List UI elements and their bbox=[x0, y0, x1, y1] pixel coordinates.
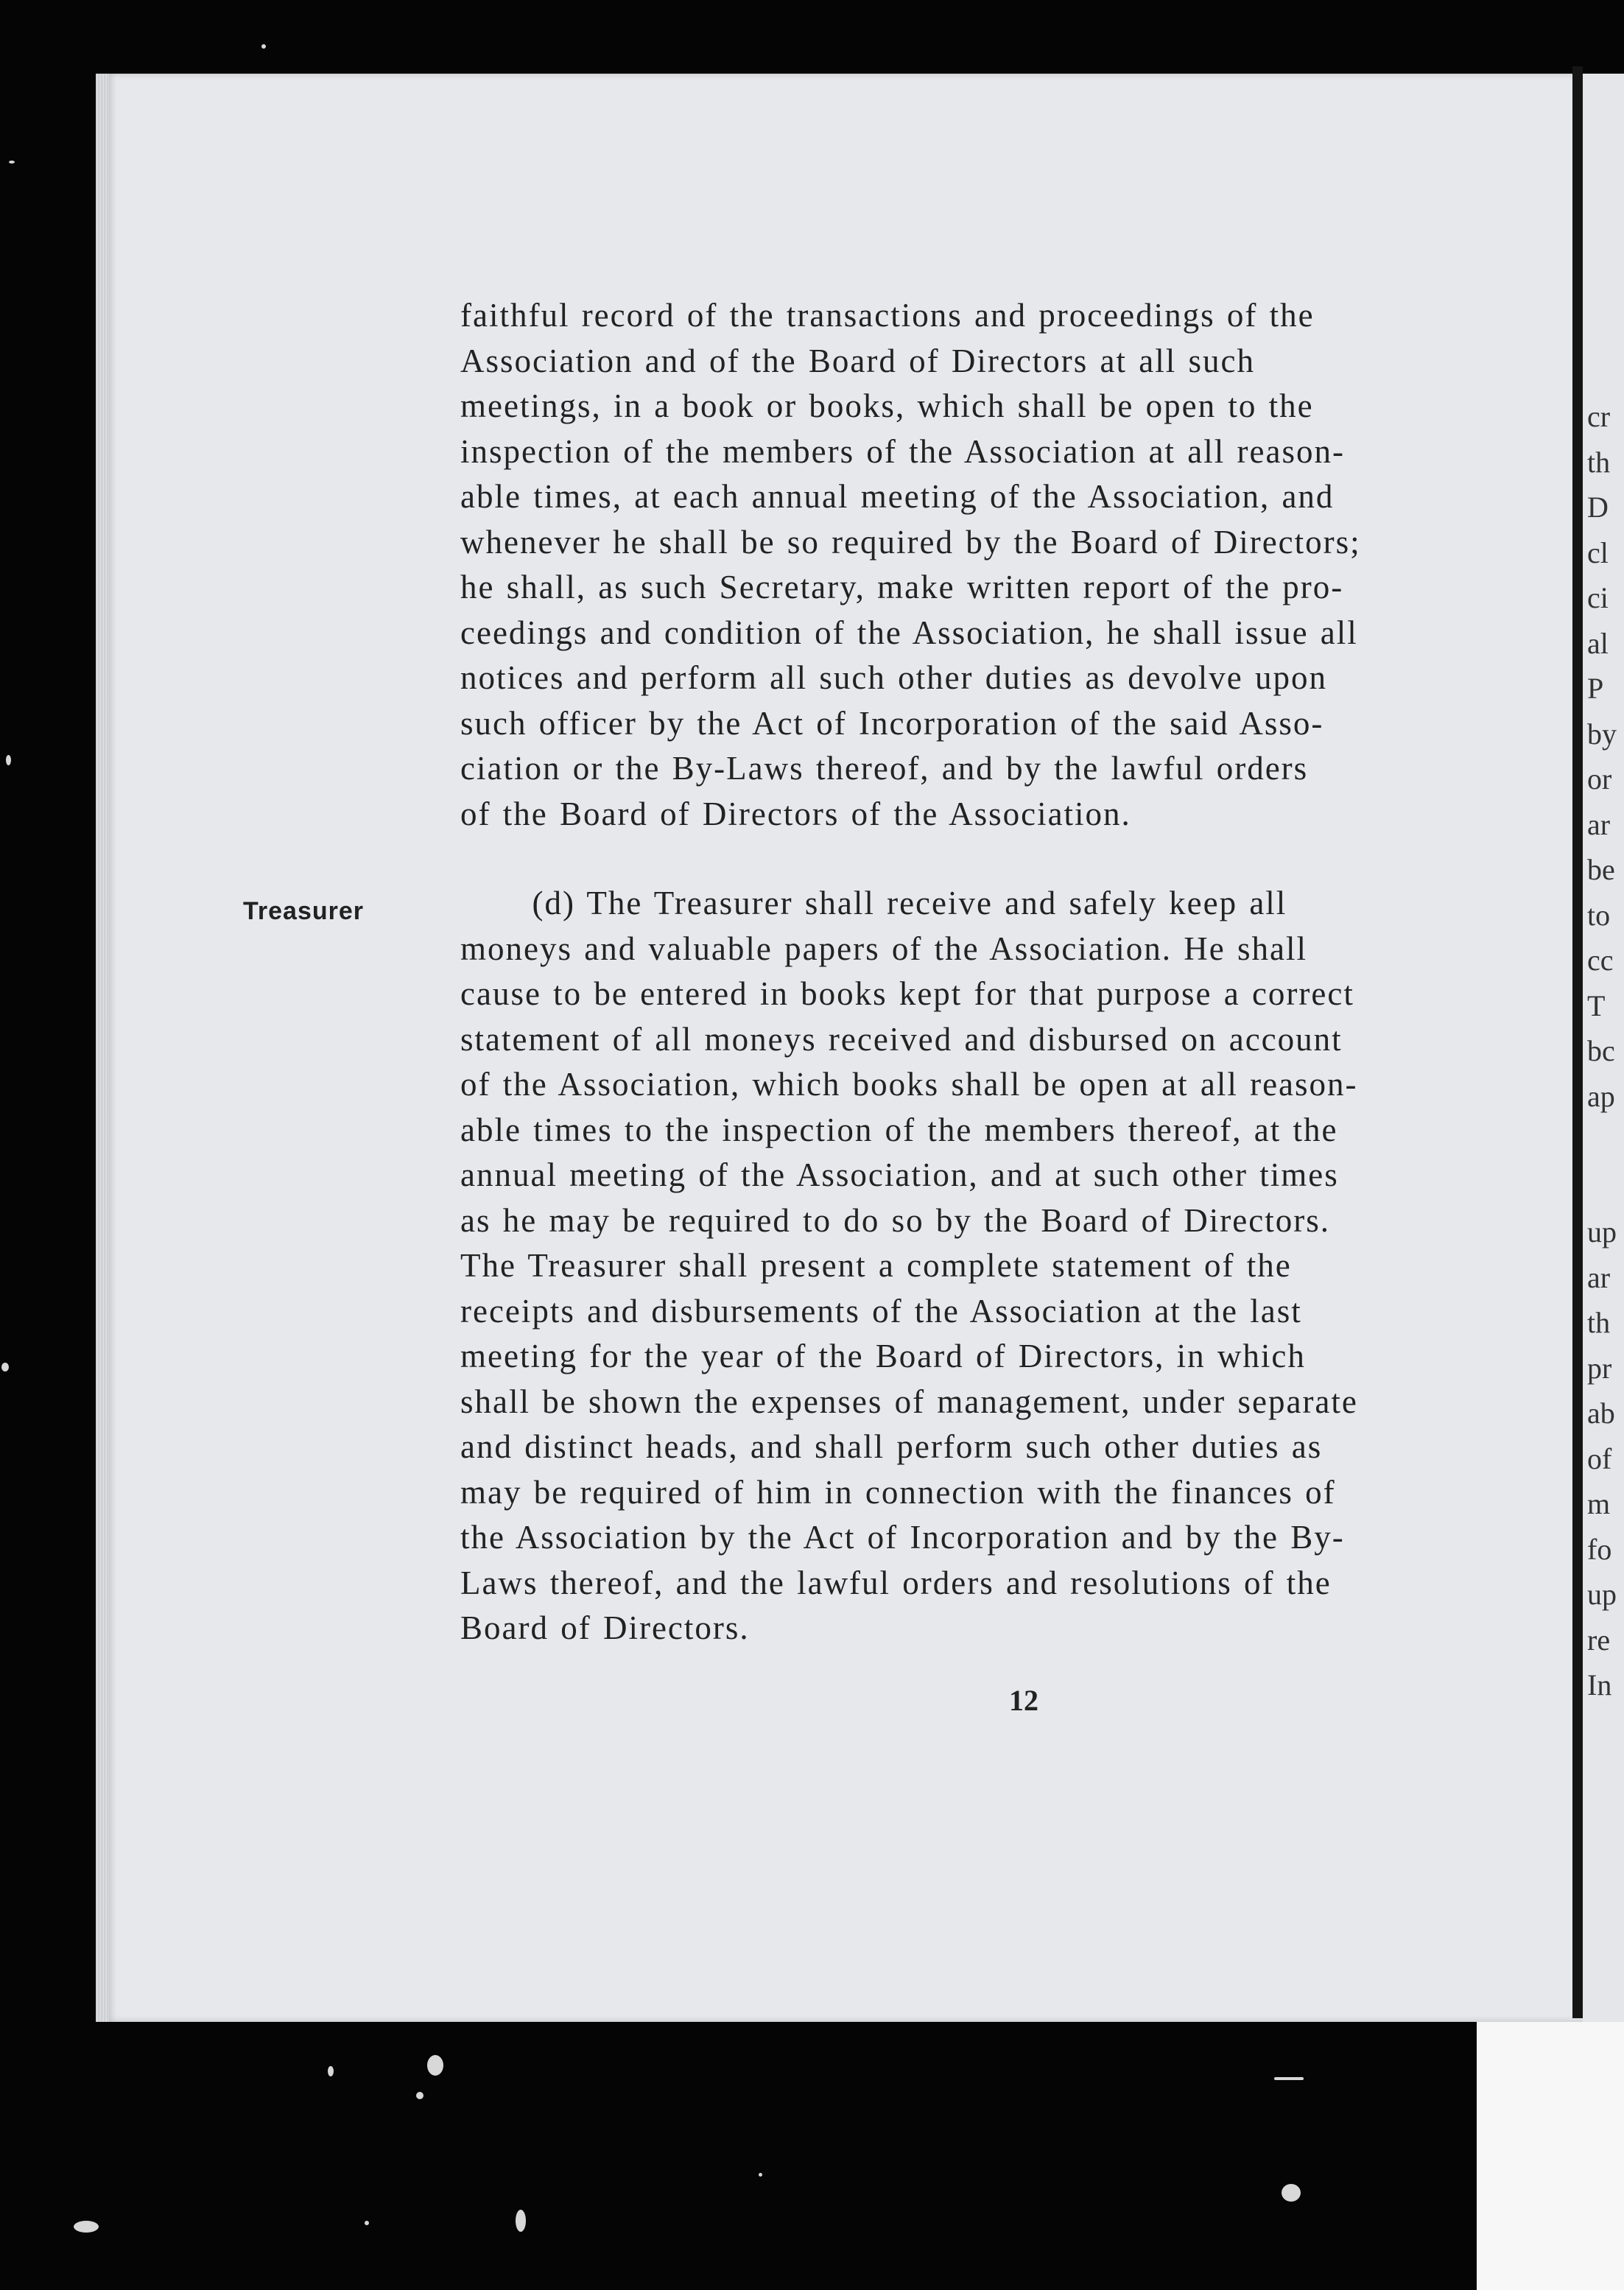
dust-speck bbox=[365, 2221, 369, 2225]
dust-speck bbox=[1274, 2077, 1304, 2080]
page-edge bbox=[96, 74, 109, 2022]
paragraph-secretary-duties: faithful record of the transactions and proceedings of the Association and of the Board of Directors at all such meetings, in a book or books, which shall be open to the inspection of the members of the Association at all reason- able times, at each annual meeting of the Association, and whenever he shall be so required by the Board of Directors; he shall, as such Secretary, make written report of the pro- ceedings and condition of the Association, he shall issue all notices and perform all such other duties as devolve upon such officer by the Act of Incorporation of the said Asso- ciation or the By-Laws thereof, and by the lawful orders of the Board of Directors of the Association. bbox=[460, 297, 1361, 832]
margin-label-treasurer: Treasurer bbox=[243, 897, 364, 925]
dust-speck bbox=[1, 1363, 9, 1371]
dust-speck bbox=[1282, 2184, 1301, 2202]
book-gutter bbox=[1572, 66, 1583, 2018]
dust-speck bbox=[759, 2173, 762, 2177]
adjacent-page-text: cr th D cl ci al P by or ar be to cc T bc ap up ar th pr ab of m fo up re In bbox=[1587, 400, 1617, 1701]
adjacent-page-margin bbox=[1477, 2022, 1624, 2290]
dust-speck bbox=[328, 2066, 334, 2076]
dust-speck bbox=[261, 44, 266, 49]
dust-speck bbox=[6, 755, 11, 765]
dust-speck bbox=[427, 2055, 443, 2076]
dust-speck bbox=[74, 2221, 99, 2233]
dust-speck bbox=[416, 2092, 423, 2099]
dust-speck bbox=[9, 161, 15, 164]
page-number: 12 bbox=[1009, 1684, 1038, 1717]
adjacent-page bbox=[1583, 74, 1624, 2022]
paragraph-treasurer-duties: (d) The Treasurer shall receive and safely keep all moneys and valuable papers of the Association. He shall cause to be entered in books kept for that purpose a correct statement of all moneys received and disbursed on account of the Association, which books shall be open at all reason- able times to the inspection of the members thereof, at the annual meeting of the Association, and at such other times as he may be required to do so by the Board of Directors. The Treasurer shall present a complete statement of the receipts and disbursements of the Association at the last meeting for the year of the Board of Directors, in which shall be shown the expenses of management, under separate and distinct heads, and shall perform such other duties as may be required of him in connection with the finances of the Association by the Act of Incorporation and by the By- Laws thereof, and the lawful orders and resolutions of the Board of Directors. bbox=[460, 885, 1358, 1646]
dust-speck bbox=[516, 2210, 526, 2232]
